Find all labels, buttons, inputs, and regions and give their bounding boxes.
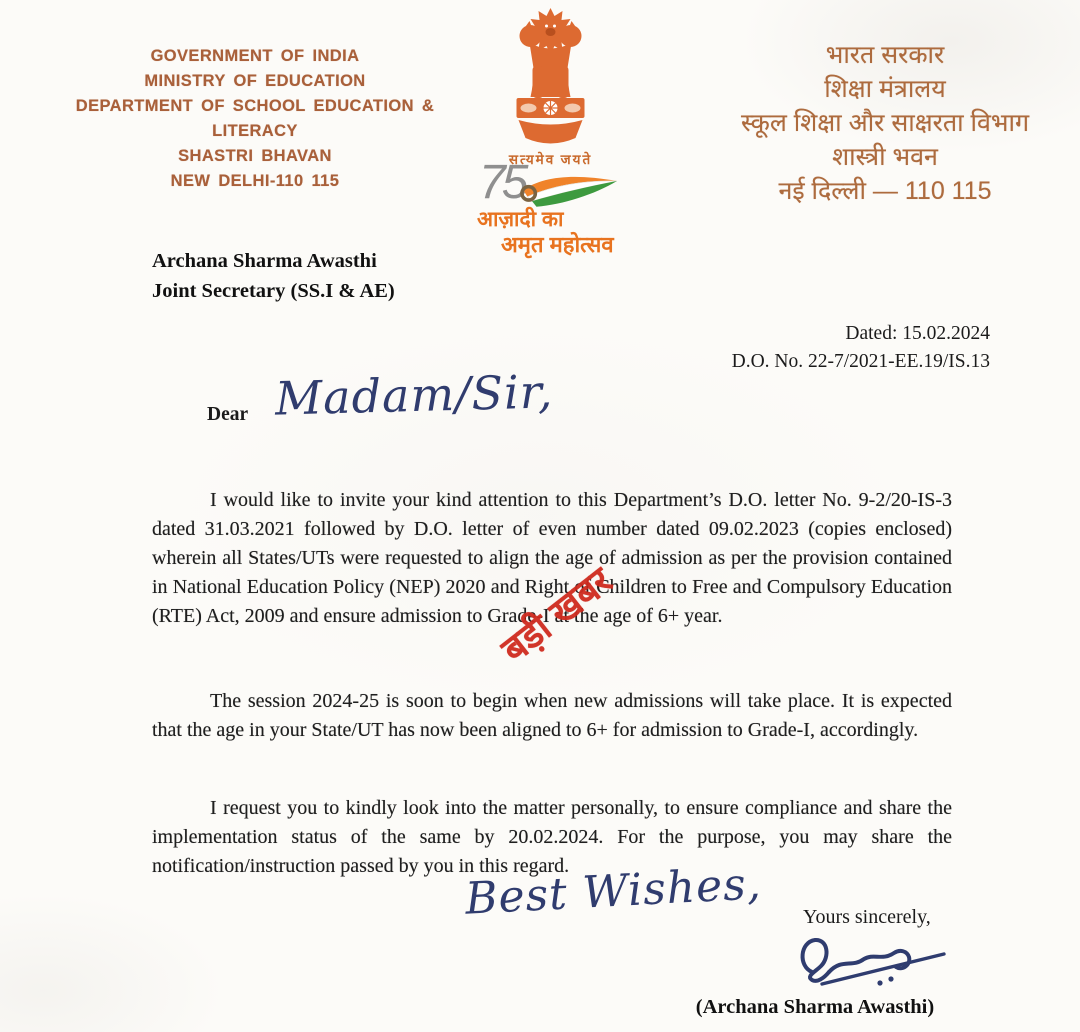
reference-block	[732, 320, 990, 376]
letterhead-en-line: NEW DELHI-110 115	[170, 172, 340, 190]
flag-wave-icon	[515, 171, 625, 209]
letterhead-hi-line: स्कूल शिक्षा और साक्षरता विभाग	[740, 109, 1030, 137]
logo-azadi-ka-text: आज़ादी का	[477, 208, 564, 231]
letter-date: Dated: 15.02.2024	[845, 323, 990, 344]
letterhead-hi-line: शास्त्री भवन	[832, 143, 938, 171]
letterhead-en-line: SHASTRI BHAVAN	[178, 147, 332, 165]
salutation-handwritten: Madam/Sir,	[274, 364, 554, 426]
signatory-name: (Archana Sharma Awasthi)	[695, 996, 935, 1018]
body-paragraph-1: I would like to invite your kind attention to this Department’s D.O. letter No. 9-2/20-IS-3 dated 31.03.2021 followed by D.O. letter of even number dated 09.02.2023 (copies enclosed) wherein all States/UTs were requested to align the age of admission as per the provision contained in National Education Policy (NEP) 2020 and Right of Children to Free and Compulsory Education (RTE) Act, 2009 and ensure admission to Grade-I at the age of 6+ year.	[152, 489, 952, 627]
letterhead-hindi	[700, 38, 1070, 208]
logo-75-number: 75	[479, 156, 525, 209]
letterhead-english	[30, 44, 480, 194]
sender-designation: Joint Secretary (SS.I & AE)	[152, 280, 395, 302]
closing-handwritten: Best Wishes,	[463, 858, 763, 925]
letterhead-en-line: GOVERNMENT OF INDIA	[150, 47, 360, 65]
satyameva-jayate-motto: सत्यमेव जयते	[508, 152, 593, 167]
state-emblem-icon	[498, 8, 603, 148]
sender-name: Archana Sharma Awasthi	[152, 250, 377, 272]
body-paragraph-2: The session 2024-25 is soon to begin when new admissions will take place. It is expected that the age in your State/UT has now been aligned to 6+ for admission to Grade-I, accordingly.	[152, 690, 952, 741]
logo-amrit-mahotsav-text: अमृत महोत्सव	[501, 232, 614, 257]
salutation-printed: Dear	[207, 404, 249, 425]
sender-block	[152, 246, 395, 306]
letterhead-en-line: MINISTRY OF EDUCATION	[144, 72, 366, 90]
closing-printed: Yours sincerely,	[803, 906, 931, 928]
letterhead-hi-line: शिक्षा मंत्रालय	[824, 75, 946, 103]
body-paragraph-3: I request you to kindly look into the matter personally, to ensure compliance and share the implementation status of the same by 20.02.2024. For the purpose, you may share the notification/instruction passed by you in this regard.	[152, 797, 952, 877]
letterhead-hi-line: भारत सरकार	[825, 41, 945, 69]
signature-scribble	[792, 930, 962, 1005]
letterhead-en-line: DEPARTMENT OF SCHOOL EDUCATION & LITERACY	[75, 97, 435, 140]
watermark-badi-khabar: बड़ी खबर	[493, 559, 620, 671]
do-number: D.O. No. 22-7/2021-EE.19/IS.13	[731, 351, 990, 372]
letterhead-hi-line: नई दिल्ली — 110 115	[778, 177, 992, 205]
